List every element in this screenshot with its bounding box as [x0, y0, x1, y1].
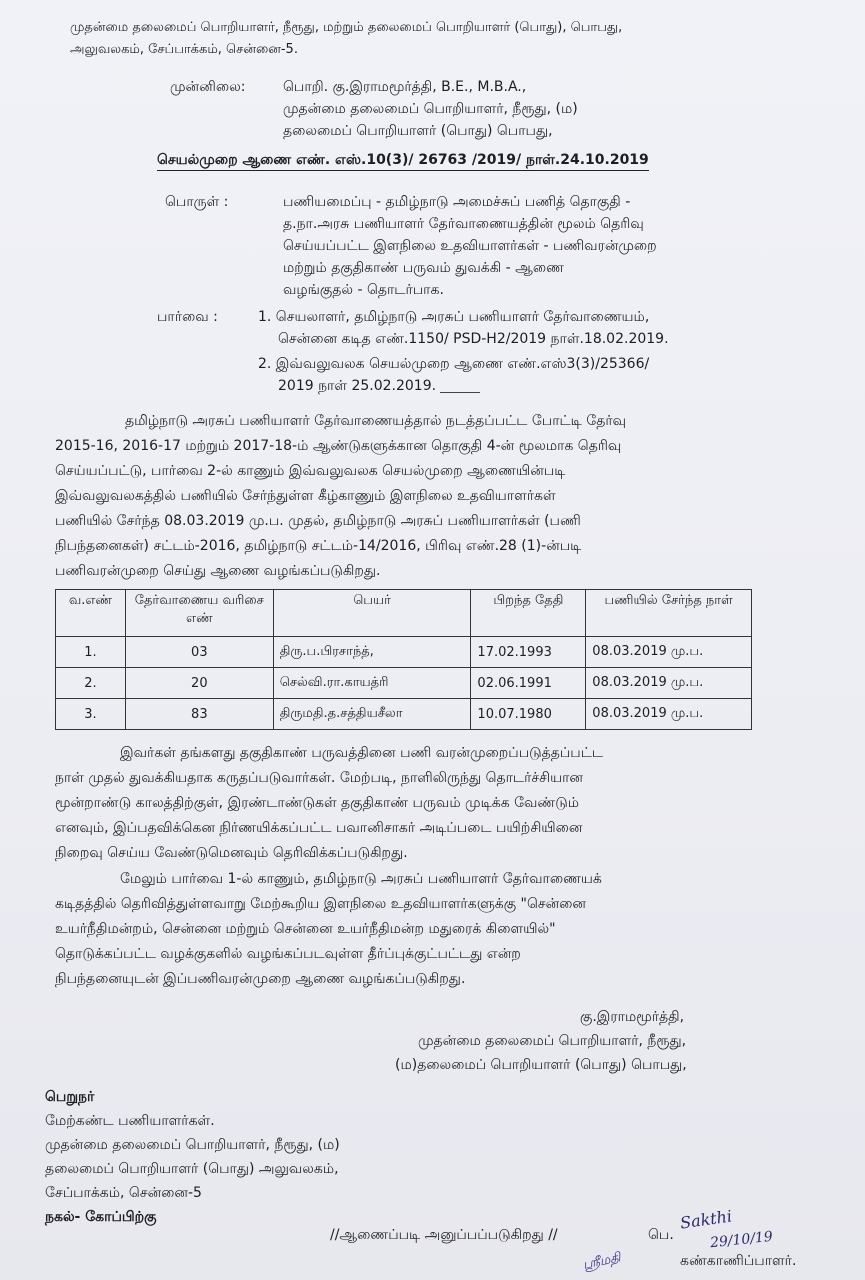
signatory-line-2: முதன்மை தலைமைப் பொறியாளர், நீரூது,: [418, 1033, 687, 1049]
para3-line-3: உயர்நீதிமன்றம், சென்னை மற்றும் சென்னை உயர்நீதிமன்ற மதுரைக் கிளையில்": [55, 921, 556, 937]
cell-joining: 08.03.2019 மு.ப.: [586, 699, 752, 730]
cell-joining: 08.03.2019 மு.ப.: [586, 637, 752, 668]
para3-line-4: தொடுக்கப்பட்ட வழக்குகளில் வழங்கப்படவுள்ள தீர்ப்புக்குட்பட்டது என்ற: [55, 946, 521, 962]
officer-title: கண்காணிப்பாளர்.: [680, 1253, 797, 1269]
staff-table: [55, 589, 752, 730]
presence-label: முன்னிலை:: [170, 79, 246, 95]
cell-serial: 3.: [56, 699, 126, 730]
reference-2-line-2: 2019 நாள் 25.02.2019.: [278, 378, 437, 394]
cell-serial: 1.: [56, 637, 126, 668]
cell-rank: 03: [125, 637, 273, 668]
para3-line-5: நிபந்தனையுடன் இப்பணிவரன்முறை ஆணை வழங்கப்படுகிறது.: [55, 971, 466, 987]
para2-line-4: எனவும், இப்பதவிக்கென நிர்ணயிக்கப்பட்ட பவானிசாகர் அடிப்படை பயிற்சியினை: [55, 820, 583, 836]
signatory-name: கு.இராமமூர்த்தி,: [580, 1009, 685, 1025]
table-header-row: [56, 590, 752, 637]
para1-line-7: பணிவரன்முறை செய்து ஆணை வழங்கப்படுகிறது.: [55, 563, 381, 579]
signatory-line-3: (ம)தலைமைப் பொறியாளர் (பொது) பொபது,: [395, 1057, 687, 1073]
presence-line-3: தலைமைப் பொறியாளர் (பொது) பொபது,: [283, 123, 553, 139]
cell-name: செல்வி.ரா.காயத்ரி: [273, 668, 471, 699]
separator-dash: [440, 392, 480, 393]
cell-dob: 17.02.1993: [471, 637, 586, 668]
para1-line-2: 2015-16, 2016-17 மற்றும் 2017-18-ம் ஆண்டுகளுக்கான தொகுதி 4-ன் மூலமாக தெரிவு: [55, 438, 622, 454]
table-row: [56, 637, 752, 668]
subject-line-3: செய்யப்பட்ட இளநிலை உதவியாளர்கள் - பணிவரன்முறை: [283, 238, 657, 254]
presence-name: பொறி. கு.இராமமூர்த்தி, B.E., M.B.A.,: [283, 79, 527, 95]
reference-1-line-1: 1. செயலாளர், தமிழ்நாடு அரசுப் பணியாளர் தேர்வாணையம்,: [258, 309, 650, 325]
para2-line-3: மூன்றாண்டு காலத்திற்குள், இரண்டாண்டுகள் தகுதிகாண் பருவம் முடிக்க வேண்டும்: [55, 795, 580, 811]
handwritten-signature: Sakthi: [678, 1206, 734, 1233]
cell-dob: 02.06.1991: [471, 668, 586, 699]
header-line-2: அலுவலகம், சேப்பாக்கம், சென்னை-5.: [70, 42, 298, 57]
para3-line-1: மேலும் பார்வை 1-ல் காணும், தமிழ்நாடு அரசுப் பணியாளர் தேர்வாணையக்: [120, 871, 602, 887]
subject-line-5: வழங்குதல் - தொடர்பாக.: [283, 282, 444, 298]
header-line-1: முதன்மை தலைமைப் பொறியாளர், நீரூது, மற்றும் தலைமைப் பொறியாளர் (பொது), பொபது,: [70, 20, 623, 35]
cell-name: திருமதி.த.சத்தியசீலா: [273, 699, 471, 730]
cell-serial: 2.: [56, 668, 126, 699]
col-header-dob: பிறந்த தேதி: [471, 590, 586, 637]
subject-line-2: த.நா.அரசு பணியாளர் தேர்வாணையத்தின் மூலம் தெரிவு: [283, 216, 644, 232]
table-row: [56, 699, 752, 730]
para1-line-4: இவ்வலுவலகத்தில் பணியில் சேர்ந்துள்ள கீழ்காணும் இளநிலை உதவியாளர்கள்: [55, 488, 556, 504]
cell-joining: 08.03.2019 மு.ப.: [586, 668, 752, 699]
subject-label: பொருள் :: [165, 194, 229, 210]
para1-line-1: தமிழ்நாடு அரசுப் பணியாளர் தேர்வாணையத்தால் நடத்தப்பட்ட போட்டி தேர்வு: [125, 413, 627, 429]
cell-name: திரு.ப.பிரசாந்த்,: [273, 637, 471, 668]
reference-1-line-2: சென்னை கடித எண்.1150/ PSD-H2/2019 நாள்.18.02.2019.: [278, 331, 669, 347]
para1-line-5: பணியில் சேர்ந்த 08.03.2019 மு.ப. முதல், தமிழ்நாடு அரசுப் பணியாளர்கள் (பணி: [55, 513, 581, 529]
reference-2-line-1: 2. இவ்வலுவலக செயல்முறை ஆணை எண்.எஸ்3(3)/25366/: [258, 356, 650, 372]
recipient-line: தலைமைப் பொறியாளர் (பொது) அலுவலகம்,: [45, 1161, 339, 1177]
forwarding-note: //ஆணைப்படி அனுப்பப்படுகிறது //: [330, 1227, 558, 1243]
col-header-serial: வ.எண்: [56, 590, 126, 637]
recipients-heading: பெறுநர்: [45, 1089, 95, 1105]
reference-label: பார்வை :: [157, 309, 218, 325]
subject-line-1: பணியமைப்பு - தமிழ்நாடு அமைச்சுப் பணித் தொகுதி -: [283, 194, 631, 210]
table-row: [56, 668, 752, 699]
col-header-joining: பணியில் சேர்ந்த நாள்: [586, 590, 752, 637]
recipient-line: மேற்கண்ட பணியாளர்கள்.: [45, 1113, 215, 1129]
subject-line-4: மற்றும் தகுதிகாண் பருவம் துவக்கி - ஆணை: [283, 260, 564, 276]
col-header-name: பெயர்: [273, 590, 471, 637]
cell-dob: 10.07.1980: [471, 699, 586, 730]
para2-line-2: நாள் முதல் துவக்கியதாக கருதப்படுவார்கள். மேற்படி, நாளிலிருந்து தொடர்ச்சியான: [55, 770, 583, 786]
forwarding-initial: பெ.: [648, 1227, 674, 1243]
presence-line-2: முதன்மை தலைமைப் பொறியாளர், நீரூது, (ம): [283, 101, 578, 117]
handwritten-initial: ஸ்ரீமதி: [581, 1250, 623, 1273]
recipient-line: சேப்பாக்கம், சென்னை-5: [45, 1185, 202, 1201]
para1-line-6: நிபந்தனைகள்) சட்டம்-2016, தமிழ்நாடு சட்டம்-14/2016, பிரிவு எண்.28 (1)-ன்படி: [55, 538, 582, 554]
recipient-line: முதன்மை தலைமைப் பொறியாளர், நீரூது, (ம): [45, 1137, 340, 1153]
col-header-rank: தேர்வாணைய வரிசை எண்: [125, 590, 273, 637]
handwritten-date: 29/10/19: [709, 1228, 774, 1252]
para3-line-2: கடிதத்தில் தெரிவித்துள்ளவாறு மேற்கூறிய இளநிலை உதவியாளர்களுக்கு "சென்னை: [55, 896, 587, 912]
para2-line-5: நிறைவு செய்ய வேண்டுமெனவும் தெரிவிக்கப்படுகிறது.: [55, 845, 408, 861]
para2-line-1: இவர்கள் தங்களது தகுதிகாண் பருவத்தினை பணி வரன்முறைப்படுத்தப்பட்ட: [120, 745, 603, 761]
cell-rank: 83: [125, 699, 273, 730]
para1-line-3: செய்யப்பட்டு, பார்வை 2-ல் காணும் இவ்வலுவலக செயல்முறை ஆணையின்படி: [55, 463, 566, 479]
order-reference: செயல்முறை ஆணை எண். எஸ்.10(3)/ 26763 /2019/ நாள்.24.10.2019: [157, 150, 649, 171]
copy-to: நகல்- கோப்பிற்கு: [45, 1209, 157, 1225]
cell-rank: 20: [125, 668, 273, 699]
